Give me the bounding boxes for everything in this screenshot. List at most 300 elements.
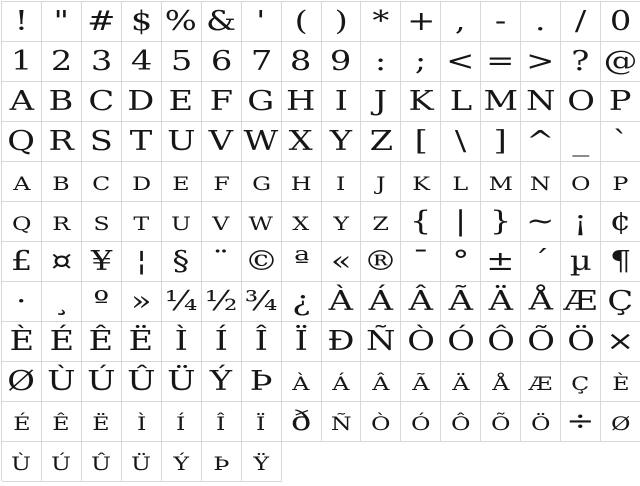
glyph: m — [488, 166, 513, 197]
glyph-cell[interactable] — [42, 42, 82, 82]
glyph-cell[interactable] — [521, 162, 561, 202]
glyph: « — [330, 246, 352, 277]
glyph: , — [455, 6, 467, 37]
glyph-cell[interactable] — [42, 202, 82, 242]
glyph-cell[interactable] — [2, 442, 42, 482]
glyph: Ú — [87, 366, 116, 397]
glyph-cell[interactable] — [481, 202, 521, 242]
glyph-cell[interactable] — [2, 202, 42, 242]
glyph: ´ — [532, 246, 550, 277]
glyph: Ð — [327, 326, 355, 357]
glyph: è — [611, 366, 630, 397]
glyph-cell[interactable] — [242, 122, 282, 162]
glyph-cell[interactable] — [401, 362, 441, 402]
glyph: · — [16, 286, 27, 317]
glyph: Y — [329, 126, 353, 157]
glyph: M — [483, 86, 519, 117]
glyph-cell[interactable] — [162, 82, 202, 122]
glyph-cell[interactable] — [42, 242, 82, 282]
glyph-cell[interactable] — [282, 122, 322, 162]
glyph: ] — [494, 126, 508, 157]
glyph-cell[interactable] — [481, 402, 521, 442]
glyph-cell[interactable] — [601, 42, 640, 82]
glyph-cell[interactable] — [2, 2, 42, 42]
glyph-cell[interactable] — [481, 162, 521, 202]
glyph: | — [455, 206, 467, 237]
glyph: * — [372, 6, 390, 37]
glyph-cell[interactable] — [282, 82, 322, 122]
glyph-cell[interactable] — [82, 162, 122, 202]
glyph-cell[interactable] — [122, 162, 162, 202]
glyph: þ — [213, 446, 230, 477]
glyph-cell[interactable] — [361, 42, 401, 82]
glyph: ¢ — [609, 206, 632, 237]
glyph-cell[interactable] — [162, 202, 202, 242]
glyph-cell[interactable] — [601, 322, 640, 362]
glyph: ô — [451, 406, 471, 437]
empty-cell — [561, 442, 601, 482]
glyph: F — [209, 86, 233, 117]
glyph-cell[interactable] — [401, 42, 441, 82]
glyph: } — [489, 206, 512, 237]
glyph-cell[interactable] — [521, 42, 561, 82]
glyph-cell[interactable] — [401, 402, 441, 442]
glyph: ê — [52, 406, 71, 437]
empty-cell — [282, 442, 322, 482]
glyph-cell[interactable] — [441, 202, 481, 242]
glyph-cell[interactable] — [601, 362, 640, 402]
glyph: Þ — [249, 366, 273, 397]
glyph: å — [492, 366, 510, 397]
glyph: ? — [571, 46, 590, 77]
glyph-cell[interactable] — [481, 122, 521, 162]
glyph: o — [570, 166, 591, 197]
glyph-cell[interactable] — [2, 122, 42, 162]
glyph-cell[interactable] — [162, 42, 202, 82]
glyph-cell[interactable] — [122, 242, 162, 282]
glyph: 9 — [330, 46, 352, 77]
glyph: H — [286, 86, 316, 117]
glyph-cell[interactable] — [361, 242, 401, 282]
glyph-cell[interactable] — [202, 42, 242, 82]
glyph-cell[interactable] — [122, 82, 162, 122]
glyph-cell[interactable] — [481, 322, 521, 362]
glyph: Ø — [7, 366, 36, 397]
glyph: À — [328, 286, 354, 317]
glyph-cell[interactable] — [202, 322, 242, 362]
glyph: N — [525, 86, 556, 117]
glyph-cell[interactable] — [441, 282, 481, 322]
glyph: 6 — [210, 46, 232, 77]
glyph-cell[interactable] — [42, 362, 82, 402]
glyph-cell[interactable] — [42, 162, 82, 202]
glyph: ù — [11, 446, 32, 477]
glyph: © — [244, 246, 278, 277]
glyph-cell[interactable] — [441, 242, 481, 282]
glyph-cell[interactable] — [561, 282, 601, 322]
glyph: ü — [131, 446, 152, 477]
glyph-cell[interactable] — [401, 162, 441, 202]
glyph-cell[interactable] — [322, 122, 362, 162]
glyph-cell[interactable] — [561, 242, 601, 282]
glyph: É — [49, 326, 74, 357]
glyph: Ë — [128, 326, 154, 357]
glyph: ° — [452, 246, 470, 277]
glyph-cell[interactable] — [242, 402, 282, 442]
glyph-cell[interactable] — [521, 362, 561, 402]
glyph-cell[interactable] — [202, 442, 242, 482]
glyph-cell[interactable] — [521, 402, 561, 442]
glyph-cell[interactable] — [82, 242, 122, 282]
glyph-cell[interactable] — [202, 2, 242, 42]
glyph-cell[interactable] — [401, 202, 441, 242]
glyph: ¡ — [573, 206, 588, 237]
glyph-cell[interactable] — [202, 242, 242, 282]
glyph-cell[interactable] — [122, 42, 162, 82]
glyph: â — [372, 366, 390, 397]
glyph: . — [535, 6, 547, 37]
glyph-cell[interactable] — [561, 122, 601, 162]
glyph: 8 — [290, 46, 312, 77]
glyph-cell[interactable] — [601, 242, 640, 282]
glyph-cell[interactable] — [2, 162, 42, 202]
glyph: ï — [256, 406, 266, 437]
glyph-cell[interactable] — [441, 42, 481, 82]
glyph-cell[interactable] — [202, 122, 242, 162]
glyph-cell[interactable] — [521, 322, 561, 362]
glyph: \ — [455, 126, 467, 157]
glyph-cell[interactable] — [2, 322, 42, 362]
glyph-cell[interactable] — [561, 202, 601, 242]
glyph-cell[interactable] — [82, 2, 122, 42]
glyph-cell[interactable] — [361, 202, 401, 242]
glyph: : — [375, 46, 387, 77]
glyph-cell[interactable] — [322, 202, 362, 242]
glyph-cell[interactable] — [441, 402, 481, 442]
glyph-cell[interactable] — [401, 2, 441, 42]
glyph-cell[interactable] — [2, 282, 42, 322]
glyph-cell[interactable] — [441, 162, 481, 202]
glyph: $ — [130, 6, 153, 37]
glyph: µ — [569, 246, 592, 277]
glyph-cell[interactable] — [82, 402, 122, 442]
glyph-cell[interactable] — [162, 282, 202, 322]
glyph-cell[interactable] — [2, 362, 42, 402]
glyph-cell[interactable] — [282, 362, 322, 402]
glyph-cell[interactable] — [122, 2, 162, 42]
glyph-cell[interactable] — [82, 282, 122, 322]
glyph-cell[interactable] — [401, 122, 441, 162]
glyph-cell[interactable] — [561, 362, 601, 402]
glyph-cell[interactable] — [561, 322, 601, 362]
glyph-cell[interactable] — [322, 42, 362, 82]
glyph-cell[interactable] — [481, 282, 521, 322]
glyph: 7 — [250, 46, 272, 77]
glyph-cell[interactable] — [82, 122, 122, 162]
glyph: Ü — [166, 366, 196, 397]
glyph-cell[interactable] — [162, 442, 202, 482]
glyph-cell[interactable] — [242, 282, 282, 322]
glyph-cell[interactable] — [322, 282, 362, 322]
glyph-cell[interactable] — [361, 282, 401, 322]
glyph-cell[interactable] — [481, 42, 521, 82]
glyph-cell[interactable] — [561, 42, 601, 82]
glyph: ) — [334, 6, 348, 37]
glyph: s — [93, 206, 110, 237]
glyph-cell[interactable] — [521, 282, 561, 322]
glyph-cell[interactable] — [202, 82, 242, 122]
glyph: ± — [486, 246, 515, 277]
glyph: S — [89, 126, 113, 157]
glyph-cell[interactable] — [42, 322, 82, 362]
glyph-cell[interactable] — [601, 402, 640, 442]
glyph: ÿ — [253, 446, 269, 477]
glyph-cell[interactable] — [361, 82, 401, 122]
glyph-cell[interactable] — [42, 282, 82, 322]
glyph: ö — [530, 406, 551, 437]
glyph-cell[interactable] — [162, 122, 202, 162]
glyph-cell[interactable] — [322, 242, 362, 282]
glyph-cell[interactable] — [202, 202, 242, 242]
glyph-cell[interactable] — [242, 242, 282, 282]
glyph-cell[interactable] — [322, 322, 362, 362]
glyph: Ê — [89, 326, 114, 357]
glyph-cell[interactable] — [441, 2, 481, 42]
glyph-cell[interactable] — [82, 42, 122, 82]
glyph-cell[interactable] — [282, 322, 322, 362]
glyph-cell[interactable] — [441, 82, 481, 122]
glyph: à — [292, 366, 310, 397]
glyph: u — [171, 206, 192, 237]
glyph-cell[interactable] — [242, 362, 282, 402]
glyph: % — [165, 6, 198, 37]
glyph-cell[interactable] — [521, 2, 561, 42]
glyph-cell[interactable] — [282, 42, 322, 82]
glyph: » — [130, 286, 152, 317]
glyph-cell[interactable] — [601, 122, 640, 162]
glyph-cell[interactable] — [441, 362, 481, 402]
glyph: § — [172, 246, 190, 277]
glyph: ¦ — [135, 246, 147, 277]
empty-cell — [322, 442, 362, 482]
glyph-cell[interactable] — [322, 2, 362, 42]
glyph-cell[interactable] — [361, 402, 401, 442]
glyph-cell[interactable] — [202, 362, 242, 402]
glyph-cell[interactable] — [481, 82, 521, 122]
glyph-cell[interactable] — [481, 362, 521, 402]
glyph-cell[interactable] — [561, 162, 601, 202]
glyph-cell[interactable] — [282, 402, 322, 442]
glyph-cell[interactable] — [42, 82, 82, 122]
glyph-cell[interactable] — [82, 202, 122, 242]
glyph-cell[interactable] — [282, 242, 322, 282]
glyph-cell[interactable] — [162, 162, 202, 202]
glyph-cell[interactable] — [282, 2, 322, 42]
glyph: V — [208, 126, 234, 157]
glyph-cell[interactable] — [82, 362, 122, 402]
glyph-cell[interactable] — [282, 162, 322, 202]
glyph-cell[interactable] — [561, 82, 601, 122]
glyph: õ — [490, 406, 511, 437]
glyph: Î — [254, 326, 268, 357]
glyph-cell[interactable] — [202, 282, 242, 322]
glyph-cell[interactable] — [561, 402, 601, 442]
glyph-cell[interactable] — [42, 2, 82, 42]
glyph-cell[interactable] — [82, 82, 122, 122]
glyph: ¤ — [50, 246, 73, 277]
glyph-cell[interactable] — [2, 82, 42, 122]
glyph-cell[interactable] — [361, 122, 401, 162]
glyph: Ò — [406, 326, 435, 357]
glyph: ã — [412, 366, 430, 397]
glyph: ^ — [526, 126, 555, 157]
glyph: X — [289, 126, 314, 157]
glyph-cell[interactable] — [601, 2, 640, 42]
character-grid — [1, 1, 640, 481]
glyph-cell[interactable] — [361, 322, 401, 362]
glyph-cell[interactable] — [162, 322, 202, 362]
glyph-cell[interactable] — [202, 162, 242, 202]
glyph: ¿ — [291, 286, 311, 317]
glyph: i — [336, 166, 346, 197]
glyph-cell[interactable] — [242, 442, 282, 482]
glyph-cell[interactable] — [82, 322, 122, 362]
glyph-cell[interactable] — [82, 442, 122, 482]
glyph-cell[interactable] — [242, 82, 282, 122]
glyph: v — [212, 206, 230, 237]
glyph-cell[interactable] — [242, 42, 282, 82]
glyph: Z — [369, 126, 393, 157]
glyph: ! — [14, 6, 29, 37]
glyph-cell[interactable] — [521, 82, 561, 122]
glyph-cell[interactable] — [282, 202, 322, 242]
glyph: b — [52, 166, 71, 197]
glyph-cell[interactable] — [122, 282, 162, 322]
glyph: { — [410, 206, 432, 237]
glyph: ñ — [330, 406, 352, 437]
glyph-cell[interactable] — [122, 122, 162, 162]
glyph-cell[interactable] — [361, 2, 401, 42]
glyph: í — [176, 406, 186, 437]
glyph-cell[interactable] — [521, 242, 561, 282]
glyph-cell[interactable] — [322, 402, 362, 442]
empty-cell — [361, 442, 401, 482]
glyph: £ — [10, 246, 33, 277]
glyph-cell[interactable] — [42, 402, 82, 442]
glyph: h — [290, 166, 312, 197]
glyph: _ — [572, 126, 590, 157]
glyph-cell[interactable] — [242, 202, 282, 242]
glyph-cell[interactable] — [601, 202, 640, 242]
glyph-cell[interactable] — [601, 282, 640, 322]
glyph: K — [408, 86, 434, 117]
glyph-cell[interactable] — [122, 402, 162, 442]
glyph-cell[interactable] — [601, 162, 640, 202]
glyph-cell[interactable] — [162, 242, 202, 282]
glyph: w — [248, 206, 274, 237]
glyph-cell[interactable] — [2, 242, 42, 282]
glyph: a — [12, 166, 31, 197]
glyph-cell[interactable] — [282, 282, 322, 322]
glyph: k — [411, 166, 430, 197]
glyph: ý — [173, 446, 190, 477]
glyph: á — [332, 366, 350, 397]
glyph-cell[interactable] — [561, 2, 601, 42]
glyph-cell[interactable] — [441, 322, 481, 362]
glyph: P — [609, 86, 632, 117]
glyph-cell[interactable] — [162, 402, 202, 442]
glyph: l — [452, 166, 469, 197]
glyph: û — [91, 446, 112, 477]
glyph: > — [526, 46, 555, 77]
glyph-cell[interactable] — [401, 82, 441, 122]
glyph-cell[interactable] — [521, 202, 561, 242]
glyph-cell[interactable] — [242, 2, 282, 42]
glyph-cell[interactable] — [401, 282, 441, 322]
glyph: W — [243, 126, 279, 157]
glyph: ; — [415, 46, 427, 77]
glyph-cell[interactable] — [242, 162, 282, 202]
glyph-cell[interactable] — [122, 202, 162, 242]
glyph: = — [486, 46, 515, 77]
glyph-cell[interactable] — [202, 402, 242, 442]
glyph-cell[interactable] — [361, 162, 401, 202]
glyph-cell[interactable] — [481, 2, 521, 42]
glyph-cell[interactable] — [42, 442, 82, 482]
glyph: e — [172, 166, 190, 197]
glyph-cell[interactable] — [242, 322, 282, 362]
glyph-cell[interactable] — [162, 2, 202, 42]
glyph: Â — [408, 286, 434, 317]
glyph: Û — [127, 366, 156, 397]
glyph: f — [212, 166, 230, 197]
glyph: c — [92, 166, 111, 197]
glyph: Ä — [488, 286, 513, 317]
glyph: Ì — [174, 326, 188, 357]
glyph-cell[interactable] — [42, 122, 82, 162]
glyph: × — [606, 326, 635, 357]
glyph-cell[interactable] — [322, 82, 362, 122]
glyph: ¸ — [52, 286, 70, 317]
glyph: ú — [51, 446, 72, 477]
glyph-cell[interactable] — [401, 322, 441, 362]
glyph: j — [376, 166, 386, 197]
glyph-cell[interactable] — [322, 362, 362, 402]
glyph: t — [133, 206, 150, 237]
glyph: È — [9, 326, 34, 357]
glyph-cell[interactable] — [2, 42, 42, 82]
glyph-cell[interactable] — [481, 242, 521, 282]
glyph-cell[interactable] — [361, 362, 401, 402]
glyph: d — [131, 166, 151, 197]
glyph-cell[interactable] — [122, 362, 162, 402]
glyph-cell[interactable] — [162, 362, 202, 402]
glyph-cell[interactable] — [2, 402, 42, 442]
glyph-cell[interactable] — [441, 122, 481, 162]
glyph: g — [251, 166, 271, 197]
glyph-cell[interactable] — [521, 122, 561, 162]
glyph: R — [48, 126, 75, 157]
glyph-cell[interactable] — [122, 322, 162, 362]
glyph: æ — [528, 366, 553, 397]
glyph-cell[interactable] — [122, 442, 162, 482]
glyph-cell[interactable] — [401, 242, 441, 282]
glyph: º — [93, 286, 110, 317]
glyph-cell[interactable] — [601, 82, 640, 122]
glyph: & — [206, 6, 237, 37]
glyph: ª — [293, 246, 310, 277]
glyph-cell[interactable] — [322, 162, 362, 202]
